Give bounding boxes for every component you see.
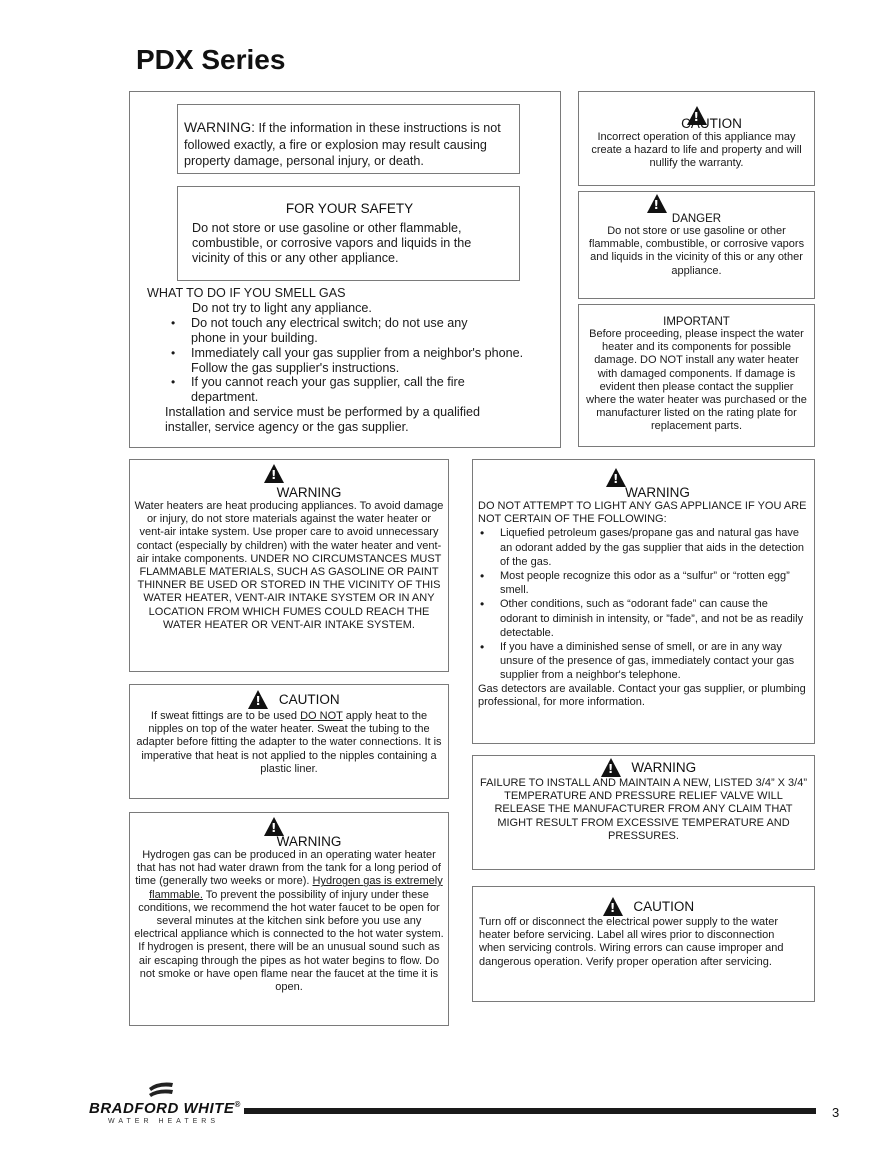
important-box: [578, 304, 815, 447]
warning-triangle-icon: [601, 758, 621, 777]
caution-heading: CAUTION: [681, 116, 742, 131]
important-text: Before proceeding, please inspect the water heater and its components for possible damage. DO NOT install any water heater with damaged components. If damage is evident then please contact the supplier where the water heater was purchased or the manufacturer listed on the rating plate for replacement parts.: [586, 328, 807, 433]
warning-hydrogen-text: Hydrogen gas can be produced in an operating water heater that has not had water drawn from the tank for a long period of time (generally two weeks or more). Hydrogen gas is extremely flammable. To prevent the possibility of injury under these conditions, we recommend the hot water faucet to be open for several minutes at the kitchen sink before you use any electrical appliance which is connected to the hot water system. If hydrogen is present, there will be an unusual sound such as air escaping through the pipes as hot water begins to flow. Do not smoke or have open flame near the faucet at the time it is open.: [134, 849, 444, 994]
page-title: PDX Series: [136, 44, 286, 75]
warning-gas-box: [472, 459, 815, 744]
caution-operation-box: [578, 91, 815, 186]
safety-instructions-panel: [129, 91, 561, 448]
for-your-safety-text: Do not store or use gasoline or other flammable, combustible, or corrosive vapors and liquids in the vicinity of this or any other appliance.: [192, 221, 472, 265]
page-number: 3: [832, 1105, 840, 1120]
for-your-safety-heading: FOR YOUR SAFETY: [285, 201, 414, 216]
caution-power-box: [472, 886, 815, 1002]
for-your-safety-box: [177, 186, 520, 281]
footer-rule: [244, 1108, 816, 1114]
warning-gas-heading: WARNING: [625, 485, 690, 500]
list-item: • If you have a diminished sense of smell, or are in any way unsure of the presence of gas, immediately contact your gas supplier from a neighbor's telephone.: [478, 640, 807, 683]
smell-gas-list: [147, 316, 544, 405]
warning-fire-box: [177, 104, 520, 174]
warning-heat-box: [129, 459, 449, 672]
warning-gas-closing: Gas detectors are available. Contact your gas supplier, or plumbing professional, for more information.: [478, 682, 806, 708]
caution-sweat-box: [129, 684, 449, 799]
warning-triangle-icon: [606, 468, 626, 487]
list-item: • Do not touch any electrical switch; do not use any phone in your building.: [169, 316, 544, 346]
warning-valve-heading: WARNING: [631, 760, 697, 775]
warning-hydrogen-heading: WARNING: [276, 834, 342, 849]
caution-text: Incorrect operation of this appliance may create a hazard to life and property and will nullify the warranty.: [591, 131, 802, 170]
list-item: • Most people recognize this odor as a “sulfur” or “rotten egg” smell.: [478, 569, 807, 597]
warning-gas-intro: DO NOT ATTEMPT TO LIGHT ANY GAS APPLIANCE IF YOU ARE NOT CERTAIN OF THE FOLLOWING:: [478, 500, 807, 526]
warning-valve-text: FAILURE TO INSTALL AND MAINTAIN A NEW, LISTED 3/4” X 3/4” TEMPERATURE AND PRESSURE RELIEF VALVE WILL RELEASE THE MANUFACTURER FROM ANY CLAIM THAT MIGHT RESULT FROM EXCESSIVE TEMPERATURE AND PRESSURES.: [479, 777, 808, 842]
list-item: • Immediately call your gas supplier from a neighbor's phone. Follow the gas supplier's instructions.: [169, 346, 544, 376]
important-heading: IMPORTANT: [663, 316, 730, 328]
danger-heading: DANGER: [671, 213, 722, 225]
bradford-white-logo-mark-icon: [146, 1080, 176, 1102]
caution-power-heading: CAUTION: [633, 899, 695, 914]
smell-gas-section: [147, 286, 547, 435]
warning-fire-text: If the information in these instructions is not followed exactly, a fire or explosion may result causing property damage, personal injury, or death.: [184, 121, 501, 168]
warning-triangle-icon: [264, 464, 284, 483]
smell-gas-heading: WHAT TO DO IF YOU SMELL GAS: [147, 286, 346, 300]
caution-power-text: Turn off or disconnect the electrical power supply to the water heater before servicing. Label all wires prior to disconnection when servicing controls. Wiring errors can cause improper and dangerous operation. Verify proper operation after servicing.: [479, 916, 784, 968]
warning-triangle-icon: [647, 194, 667, 213]
caution-sweat-text: If sweat fittings are to be used DO NOT apply heat to the nipples on top of the water heater. Sweat the tubing to the adapter before fitting the adapter to the water connections. It is imperative that heat is not applied to the nipples containing a plastic liner.: [136, 710, 442, 775]
danger-text: Do not store or use gasoline or other flammable, combustible, or corrosive vapors and liquids in the vicinity of this or any other appliance.: [588, 225, 805, 277]
warning-heat-text: Water heaters are heat producing appliances. To avoid damage or injury, do not store materials against the water heater or vent-air intake system. Use proper care to avoid unnecessary contact (especially by children) with the water heater and vent-air intake components. UNDER NO CIRCUMSTANCES MUST FLAMMABLE MATERIALS, SUCH AS GASOLINE OR PAINT THINNER BE USED OR STORED IN THE VICINITY OF THIS WATER HEATER, VENT-AIR INTAKE SYSTEM OR IN ANY LOCATION FROM WHICH FUMES COULD REACH THE WATER HEATER OR VENT-AIR INTAKE SYSTEM.: [134, 500, 444, 631]
caution-sweat-heading: CAUTION: [278, 692, 340, 707]
warning-label: WARNING:: [184, 119, 256, 135]
smell-gas-closing: Installation and service must be performed by a qualified installer, service agency or the gas supplier.: [165, 405, 481, 435]
list-item: • Other conditions, such as “odorant fade” can cause the odorant to diminish in intensity, or ”fade”, and not be as readily detectable.: [478, 597, 807, 640]
warning-triangle-icon: [264, 817, 284, 836]
danger-box: [578, 191, 815, 299]
brand-logo: BRADFORD WHITE®: [89, 1100, 241, 1117]
warning-triangle-icon: [687, 106, 707, 125]
smell-gas-first: Do not try to light any appliance.: [192, 300, 372, 315]
warning-triangle-icon: [248, 690, 268, 709]
warning-hydrogen-box: [129, 812, 449, 1026]
warning-triangle-icon: [603, 897, 623, 916]
warning-heat-heading: WARNING: [276, 485, 342, 500]
warning-valve-box: [472, 755, 815, 870]
warning-gas-list: [478, 526, 809, 682]
list-item: • Liquefied petroleum gases/propane gas and natural gas have an odorant added by the gas supplier that aids in the detection of the gas.: [478, 526, 807, 569]
brand-logo-subtitle: WATER HEATERS: [108, 1118, 219, 1125]
list-item: • If you cannot reach your gas supplier, call the fire department.: [169, 375, 544, 405]
